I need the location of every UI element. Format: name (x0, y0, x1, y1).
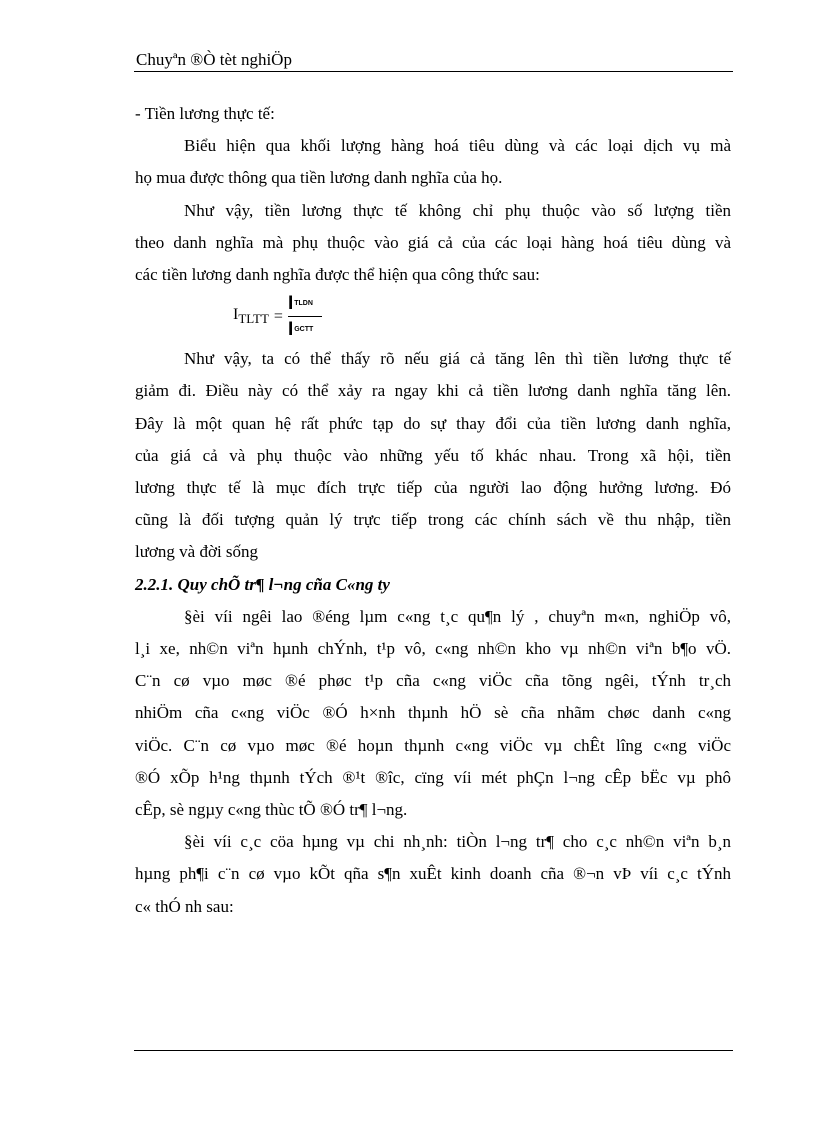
formula (233, 293, 322, 341)
fraction-bar (288, 316, 322, 317)
text-line: các tiền lương danh nghĩa được thể hiện qua công thức sau: (135, 265, 540, 285)
body-paragraph-cont (135, 536, 731, 568)
text-line: cũng là đối tượng quản lý trực tiếp trong các chính sách về thu nhập, tiền (135, 510, 731, 530)
footer-rule (134, 1050, 733, 1051)
text-line: lương thực tế là mục đích trực tiếp của người lao động hưởng lương. Đó (135, 478, 731, 498)
text-line: cÊp, sè ngµy c«ng thùc tÕ ®Ó tr¶ l¬ng. (135, 800, 408, 820)
body-paragraph-cont (135, 504, 731, 536)
page-header-title: Chuyªn ®Ò tèt nghiÖp (136, 50, 292, 69)
formula-num-symbol: I (287, 293, 294, 315)
text-line: hµng ph¶i c¨n cø vµo kÕt qña s¶n xuÊt kinh doanh cña ®¬n vÞ víi c¸c tÝnh (135, 864, 731, 884)
text-line: giảm đi. Điều này có thể xảy ra ngay khi cả tiền lương danh nghĩa tăng lên. (135, 381, 731, 401)
formula-lhs-subscript: TLTT (238, 311, 269, 327)
body-paragraph (135, 601, 731, 633)
body-paragraph (135, 343, 731, 375)
text-line: - Tiền lương thực tế: (135, 104, 275, 123)
body-paragraph-cont (135, 730, 731, 762)
formula-den-subscript: GCTT (294, 326, 314, 334)
text-line: Đây là một quan hệ rất phức tạp do sự thay đổi của tiền lương danh nghĩa, (135, 413, 731, 433)
formula-block (135, 291, 731, 343)
formula-fraction (288, 293, 322, 341)
text-line: c« thÓ nh sau: (135, 896, 234, 916)
body-paragraph-cont (135, 858, 731, 890)
paragraph-subheading (135, 98, 731, 130)
text-line: ®Ó xÕp h¹ng thµnh tÝch ®¹t ®îc, cïng víi mét phÇn l¬ng cÊp bËc vµ phô (135, 767, 731, 787)
body-paragraph (135, 826, 731, 858)
text-line: viÖc. C¨n cø vµo møc ®é hoµn thµnh c«ng viÖc vµ chÊt lîng c«ng viÖc (135, 735, 731, 755)
text-line: lương và đời sống (135, 542, 259, 562)
body-paragraph-cont (135, 762, 731, 794)
body-paragraph (135, 130, 731, 162)
text-line: §èi víi ngêi lao ®éng lµm c«ng t¸c qu¶n lý , chuyªn m«n, nghiÖp vô, (184, 606, 731, 626)
formula-lhs (233, 299, 269, 335)
body-paragraph-cont (135, 794, 731, 826)
header-rule (134, 71, 733, 72)
text-line: theo danh nghĩa mà phụ thuộc vào giá cả của các loại hàng hoá tiêu dùng và (135, 232, 731, 252)
body-paragraph-cont (135, 227, 731, 259)
body-paragraph (135, 195, 731, 227)
text-line: §èi víi c¸c cöa hµng vµ chi nh¸nh: tiÒn l¬ng tr¶ cho c¸c nh©n viªn b¸n (184, 832, 731, 852)
body-paragraph-cont (135, 472, 731, 504)
text-line: Như vậy, ta có thể thấy rõ nếu giá cả tăng lên thì tiền lương thực tế (184, 349, 731, 369)
body-paragraph-cont (135, 665, 731, 697)
body-paragraph-cont (135, 408, 731, 440)
text-line: Biểu hiện qua khối lượng hàng hoá tiêu dùng và các loại dịch vụ mà (184, 136, 731, 156)
body-paragraph-cont (135, 440, 731, 472)
formula-equals: = (273, 308, 283, 326)
formula-num-subscript: TLDN (294, 300, 313, 308)
body-paragraph-cont (135, 259, 731, 291)
body-paragraph-cont (135, 633, 731, 665)
text-line: C¨n cø vµo møc ®é phøc t¹p cña c«ng viÖc cña tõng ngêi, tÝnh tr¸ch (135, 671, 731, 691)
document-body (135, 98, 731, 923)
text-line: họ mua được thông qua tiền lương danh nghĩa của họ. (135, 168, 503, 188)
body-paragraph-cont (135, 697, 731, 729)
body-paragraph-cont (135, 891, 731, 923)
formula-numerator (288, 293, 313, 315)
formula-denominator (288, 319, 313, 341)
formula-den-symbol: I (287, 319, 294, 341)
formula-lhs-symbol: I (233, 306, 239, 324)
body-paragraph-cont (135, 162, 731, 194)
body-paragraph-cont (135, 375, 731, 407)
section-heading: 2.2.1. Quy chÕ tr¶ l¬ng cña C«ng ty (135, 574, 390, 594)
text-line: l¸i xe, nh©n viªn hµnh chÝnh, t¹p vô, c«ng nh©n kho vµ nh©n viªn b¶o vÖ. (135, 639, 731, 659)
text-line: nhiÖm cña c«ng viÖc ®Ó h×nh thµnh hÖ sè cña nhãm chøc danh c«ng (135, 703, 731, 723)
text-line: Như vậy, tiền lương thực tế không chỉ phụ thuộc vào số lượng tiền (184, 200, 731, 220)
text-line: của giá cả và phụ thuộc vào những yếu tố khác nhau. Trong xã hội, tiền (135, 445, 731, 465)
